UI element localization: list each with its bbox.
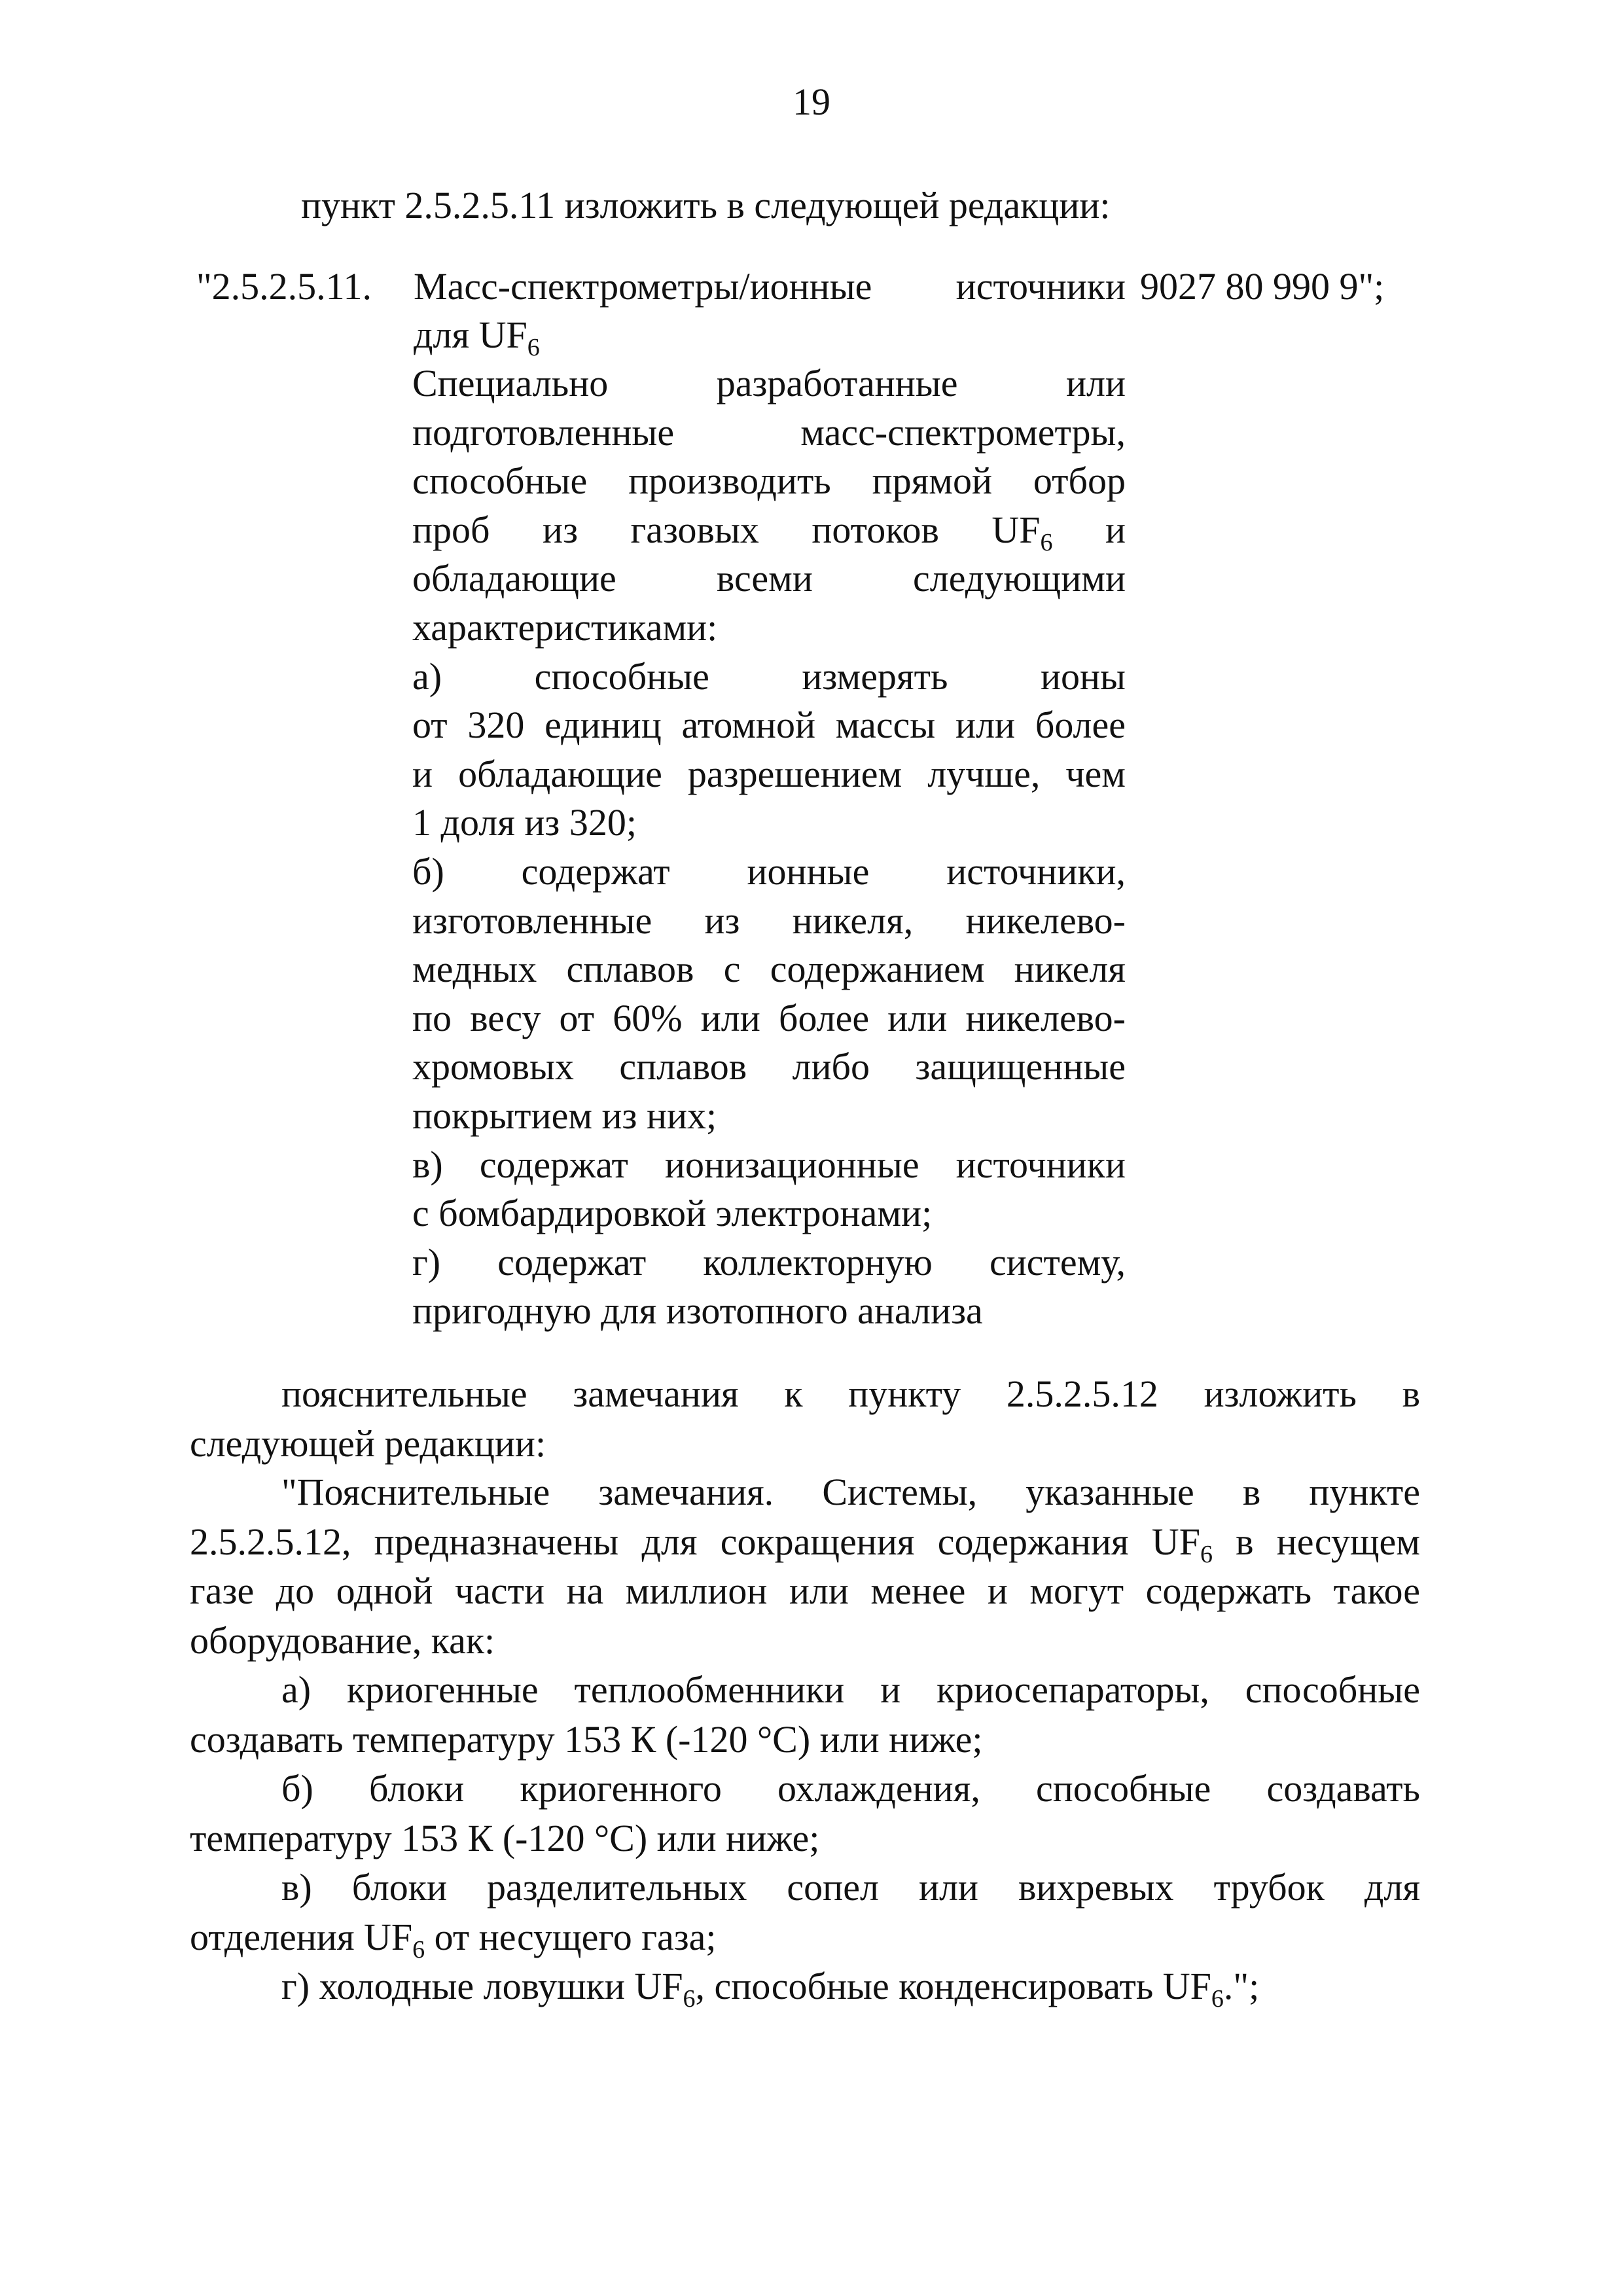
item-description-line: проб из газовых потоков $UF_6$ и <box>412 509 1126 556</box>
notes-line: а) криогенные теплообменники и криосепараторы, способные <box>281 1668 1420 1711</box>
item-description-line: характеристиками: <box>412 606 718 649</box>
page-number: 19 <box>793 81 830 123</box>
amendment-intro-11: пункт 2.5.2.5.11 изложить в следующей редакции: <box>301 184 1111 226</box>
notes-line: создавать температуру 153 К (-120 °С) или ниже; <box>190 1718 983 1761</box>
item-description-line: медных сплавов с содержанием никеля <box>412 948 1126 990</box>
notes-line: в) блоки разделительных сопел или вихревых трубок для <box>281 1866 1420 1909</box>
item-description-line: подготовленные масс-спектрометры, <box>412 411 1126 454</box>
item-description-line: изготовленные из никеля, никелево- <box>412 899 1126 942</box>
item-description-line: от 320 единиц атомной массы или более <box>412 704 1126 746</box>
notes-line: 2.5.2.5.12, предназначены для сокращения содержания $UF_6$ в несущем <box>190 1520 1420 1568</box>
item-description-line: а) способные измерять ионы <box>412 655 1126 698</box>
item-description-line: 1 доля из 320; <box>412 801 637 844</box>
notes-line: оборудование, как: <box>190 1619 495 1662</box>
item-description-line: Специально разработанные или <box>412 362 1126 404</box>
item-description-line: с бомбардировкой электронами; <box>412 1192 933 1234</box>
tnved-code: 9027 80 990 9"; <box>1140 265 1385 308</box>
notes-line: газе до одной части на миллион или менее и могут содержать такое <box>190 1570 1420 1612</box>
item-description-line: покрытием из них; <box>412 1094 717 1137</box>
item-heading-line-1: Масс-спектрометры/ионные источники <box>414 265 1126 308</box>
notes-line: температуру 153 К (-120 °С) или ниже; <box>190 1817 820 1859</box>
item-description-line: пригодную для изотопного анализа <box>412 1289 983 1332</box>
item-description-line: в) содержат ионизационные источники <box>412 1143 1126 1186</box>
notes-line: "Пояснительные замечания. Системы, указанные в пункте <box>281 1471 1420 1513</box>
item-description-line: б) содержат ионные источники, <box>412 850 1126 893</box>
item-description-line: обладающие всеми следующими <box>412 557 1126 600</box>
item-description-line: и обладающие разрешением лучше, чем <box>412 753 1126 795</box>
notes-line: г) холодные ловушки $UF_6$, способные конденсировать $UF_6$."; <box>281 1965 1260 2013</box>
item-description-line: хромовых сплавов либо защищенные <box>412 1045 1126 1088</box>
item-heading-line-2: для $UF_6$ <box>414 314 540 361</box>
notes-line: б) блоки криогенного охлаждения, способные создавать <box>281 1767 1420 1810</box>
notes-intro-line-2: следующей редакции: <box>190 1422 546 1465</box>
notes-line: отделения $UF_6$ от несущего газа; <box>190 1916 717 1964</box>
notes-intro-line-1: пояснительные замечания к пункту 2.5.2.5.12 изложить в <box>281 1372 1420 1415</box>
item-code: "2.5.2.5.11. <box>196 265 372 308</box>
item-description-line: г) содержат коллекторную систему, <box>412 1241 1126 1283</box>
item-description-line: по весу от 60% или более или никелево- <box>412 997 1126 1039</box>
item-description-line: способные производить прямой отбор <box>412 459 1126 502</box>
